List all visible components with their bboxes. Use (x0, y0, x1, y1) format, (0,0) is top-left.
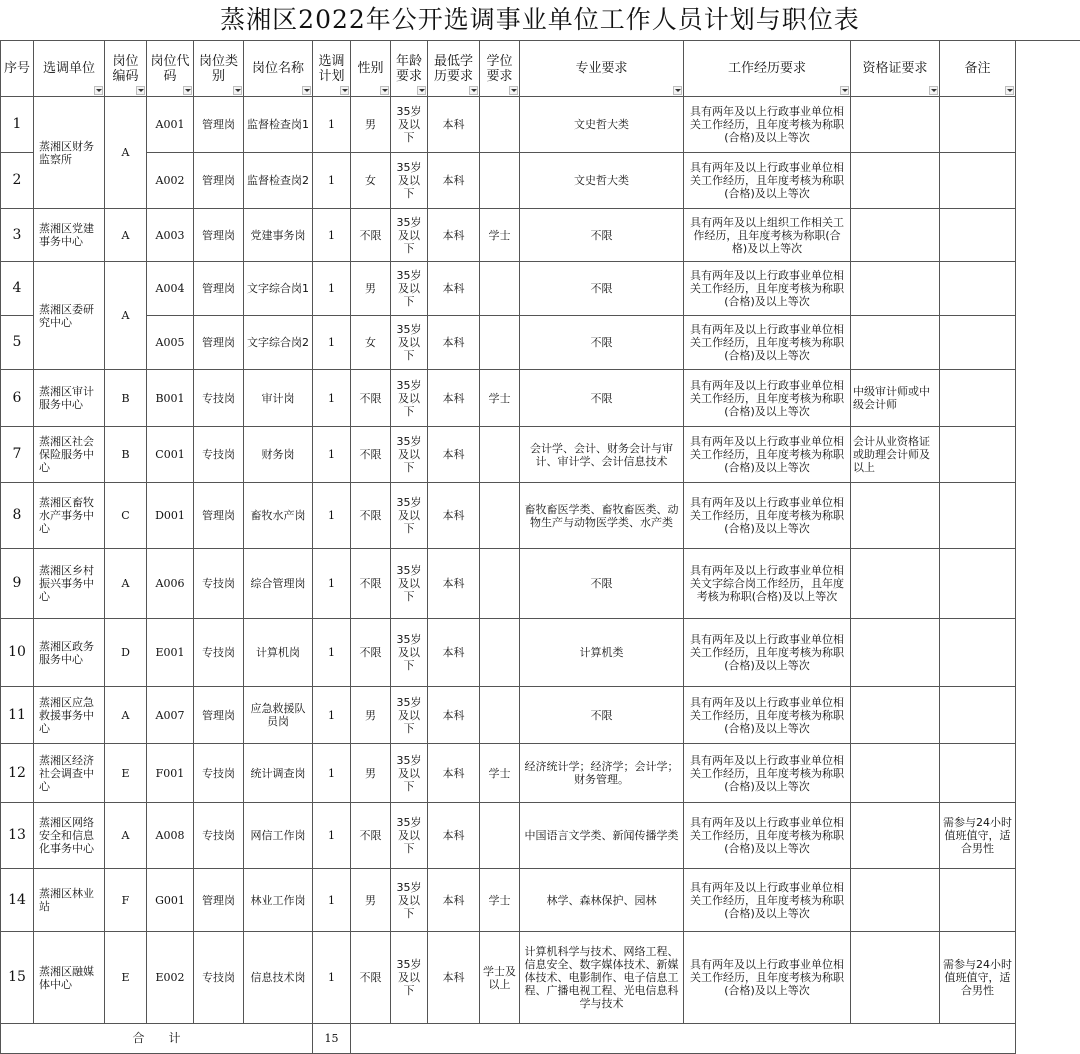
cell-degree: 学士 (480, 869, 520, 932)
filter-dropdown-icon[interactable] (94, 86, 103, 95)
table-row (1, 209, 1016, 262)
cell-major: 不限 (520, 370, 684, 427)
filter-dropdown-icon[interactable] (136, 86, 145, 95)
cell-major: 林学、森林保护、园林 (520, 869, 684, 932)
cell-gender: 不限 (351, 932, 391, 1024)
cell-experience: 具有两年及以上行政事业单位相关工作经历，且年度考核为称职(合格)及以上等次 (684, 619, 851, 687)
cell-post-name: 文字综合岗1 (244, 262, 313, 316)
cell-post-type: 管理岗 (194, 97, 244, 153)
table-row (1, 483, 1016, 549)
total-label: 合 计 (1, 1024, 313, 1054)
cell-gender: 不限 (351, 549, 391, 619)
cell-unit-code: A (105, 209, 147, 262)
header-plan[interactable]: 选调计划 (313, 41, 351, 97)
cell-post-code: A005 (147, 316, 194, 370)
cell-age: 35岁及以下 (391, 803, 428, 869)
cell-plan: 1 (313, 687, 351, 744)
cell-post-type: 管理岗 (194, 262, 244, 316)
cell-certificate (851, 932, 940, 1024)
cell-remark (940, 549, 1016, 619)
cell-plan: 1 (313, 262, 351, 316)
cell-seq: 6 (1, 370, 34, 427)
cell-degree (480, 619, 520, 687)
cell-seq: 8 (1, 483, 34, 549)
cell-experience: 具有两年及以上行政事业单位相关工作经历，且年度考核为称职(合格)及以上等次 (684, 483, 851, 549)
cell-post-code: E001 (147, 619, 194, 687)
filter-dropdown-icon[interactable] (233, 86, 242, 95)
cell-seq: 5 (1, 316, 34, 370)
cell-experience: 具有两年及以上行政事业单位相关工作经历，且年度考核为称职(合格)及以上等次 (684, 262, 851, 316)
table-row (1, 370, 1016, 427)
cell-unit: 蒸湘区乡村振兴事务中心 (34, 549, 105, 619)
cell-seq: 14 (1, 869, 34, 932)
cell-post-name: 信息技术岗 (244, 932, 313, 1024)
cell-post-code: A003 (147, 209, 194, 262)
cell-remark (940, 262, 1016, 316)
cell-education: 本科 (428, 869, 480, 932)
cell-degree: 学士 (480, 209, 520, 262)
filter-dropdown-icon[interactable] (509, 86, 518, 95)
cell-experience: 具有两年及以上行政事业单位相关工作经历，且年度考核为称职(合格)及以上等次 (684, 316, 851, 370)
cell-plan: 1 (313, 97, 351, 153)
cell-certificate: 中级审计师或中级会计师 (851, 370, 940, 427)
filter-dropdown-icon[interactable] (673, 86, 682, 95)
cell-education: 本科 (428, 262, 480, 316)
cell-post-name: 监督检查岗1 (244, 97, 313, 153)
cell-post-code: E002 (147, 932, 194, 1024)
cell-experience: 具有两年及以上行政事业单位相关工作经历，且年度考核为称职(合格)及以上等次 (684, 932, 851, 1024)
cell-education: 本科 (428, 209, 480, 262)
cell-plan: 1 (313, 803, 351, 869)
header-certificate[interactable]: 资格证要求 (851, 41, 940, 97)
cell-post-code: A001 (147, 97, 194, 153)
cell-unit: 蒸湘区网络安全和信息化事务中心 (34, 803, 105, 869)
total-blank (351, 1024, 1016, 1054)
cell-degree: 学士及以上 (480, 932, 520, 1024)
cell-post-type: 专技岗 (194, 932, 244, 1024)
header-row (1, 41, 1016, 97)
cell-seq: 15 (1, 932, 34, 1024)
header-seq: 序号 (1, 41, 34, 97)
cell-unit: 蒸湘区经济社会调查中心 (34, 744, 105, 803)
cell-degree (480, 262, 520, 316)
cell-age: 35岁及以下 (391, 153, 428, 209)
cell-unit: 蒸湘区委研究中心 (34, 262, 105, 370)
cell-post-code: A008 (147, 803, 194, 869)
cell-education: 本科 (428, 97, 480, 153)
cell-unit: 蒸湘区畜牧水产事务中心 (34, 483, 105, 549)
cell-post-type: 专技岗 (194, 370, 244, 427)
cell-remark (940, 483, 1016, 549)
cell-experience: 具有两年及以上行政事业单位相关工作经历，且年度考核为称职(合格)及以上等次 (684, 370, 851, 427)
cell-post-name: 审计岗 (244, 370, 313, 427)
table-row (1, 153, 1016, 209)
cell-certificate (851, 483, 940, 549)
table-row (1, 427, 1016, 483)
table-row (1, 549, 1016, 619)
cell-certificate (851, 803, 940, 869)
cell-unit-code: A (105, 262, 147, 370)
cell-seq: 13 (1, 803, 34, 869)
cell-post-type: 专技岗 (194, 427, 244, 483)
cell-unit: 蒸湘区林业站 (34, 869, 105, 932)
cell-education: 本科 (428, 744, 480, 803)
cell-education: 本科 (428, 427, 480, 483)
cell-age: 35岁及以下 (391, 932, 428, 1024)
cell-experience: 具有两年及以上行政事业单位相关工作经历，且年度考核为称职(合格)及以上等次 (684, 687, 851, 744)
cell-major: 不限 (520, 209, 684, 262)
cell-unit-code: A (105, 803, 147, 869)
cell-unit: 蒸湘区应急救援事务中心 (34, 687, 105, 744)
cell-plan: 1 (313, 744, 351, 803)
cell-gender: 不限 (351, 209, 391, 262)
cell-degree: 学士 (480, 744, 520, 803)
cell-gender: 不限 (351, 803, 391, 869)
filter-dropdown-icon[interactable] (929, 86, 938, 95)
cell-seq: 11 (1, 687, 34, 744)
table-row (1, 316, 1016, 370)
header-degree[interactable]: 学位要求 (480, 41, 520, 97)
cell-post-name: 统计调查岗 (244, 744, 313, 803)
cell-post-name: 财务岗 (244, 427, 313, 483)
cell-degree (480, 483, 520, 549)
table-row (1, 262, 1016, 316)
cell-gender: 女 (351, 153, 391, 209)
cell-unit-code: A (105, 97, 147, 209)
cell-degree (480, 427, 520, 483)
cell-post-name: 林业工作岗 (244, 869, 313, 932)
cell-age: 35岁及以下 (391, 316, 428, 370)
cell-remark (940, 153, 1016, 209)
cell-seq: 3 (1, 209, 34, 262)
cell-remark (940, 209, 1016, 262)
cell-experience: 具有两年及以上行政事业单位相关工作经历，且年度考核为称职(合格)及以上等次 (684, 744, 851, 803)
cell-age: 35岁及以下 (391, 869, 428, 932)
cell-major: 不限 (520, 262, 684, 316)
cell-education: 本科 (428, 370, 480, 427)
cell-remark (940, 869, 1016, 932)
cell-certificate (851, 869, 940, 932)
cell-unit-code: E (105, 744, 147, 803)
cell-remark (940, 687, 1016, 744)
cell-unit: 蒸湘区党建事务中心 (34, 209, 105, 262)
cell-gender: 不限 (351, 619, 391, 687)
cell-age: 35岁及以下 (391, 483, 428, 549)
cell-post-name: 监督检查岗2 (244, 153, 313, 209)
table-row (1, 932, 1016, 1024)
cell-gender: 男 (351, 869, 391, 932)
cell-degree (480, 803, 520, 869)
cell-degree (480, 687, 520, 744)
cell-unit-code: A (105, 549, 147, 619)
cell-unit: 蒸湘区社会保险服务中心 (34, 427, 105, 483)
cell-unit-code: B (105, 427, 147, 483)
cell-degree: 学士 (480, 370, 520, 427)
cell-post-name: 应急救援队员岗 (244, 687, 313, 744)
cell-unit: 蒸湘区政务服务中心 (34, 619, 105, 687)
cell-gender: 女 (351, 316, 391, 370)
cell-major: 不限 (520, 687, 684, 744)
table-row (1, 97, 1016, 153)
cell-gender: 男 (351, 687, 391, 744)
header-age[interactable]: 年龄要求 (391, 41, 428, 97)
cell-certificate (851, 153, 940, 209)
cell-plan: 1 (313, 619, 351, 687)
cell-plan: 1 (313, 932, 351, 1024)
cell-unit-code: F (105, 869, 147, 932)
cell-plan: 1 (313, 370, 351, 427)
position-table (0, 40, 1016, 1054)
header-post-code[interactable]: 岗位代码 (147, 41, 194, 97)
cell-certificate (851, 619, 940, 687)
cell-major: 文史哲大类 (520, 97, 684, 153)
cell-major: 计算机科学与技术、网络工程、信息安全、数字媒体技术、新媒体技术、电影制作、电子信息工程、广播电视工程、光电信息科学与技术 (520, 932, 684, 1024)
cell-seq: 4 (1, 262, 34, 316)
cell-major: 文史哲大类 (520, 153, 684, 209)
header-gender[interactable]: 性别 (351, 41, 391, 97)
cell-remark (940, 427, 1016, 483)
cell-age: 35岁及以下 (391, 619, 428, 687)
cell-major: 经济统计学；经济学；会计学；财务管理。 (520, 744, 684, 803)
cell-gender: 男 (351, 262, 391, 316)
cell-age: 35岁及以下 (391, 262, 428, 316)
cell-unit-code: D (105, 619, 147, 687)
cell-post-type: 管理岗 (194, 316, 244, 370)
header-education[interactable]: 最低学历要求 (428, 41, 480, 97)
cell-seq: 10 (1, 619, 34, 687)
cell-post-type: 管理岗 (194, 209, 244, 262)
cell-certificate (851, 209, 940, 262)
cell-plan: 1 (313, 427, 351, 483)
cell-certificate (851, 97, 940, 153)
cell-plan: 1 (313, 869, 351, 932)
cell-remark (940, 316, 1016, 370)
cell-degree (480, 549, 520, 619)
cell-seq: 12 (1, 744, 34, 803)
cell-gender: 不限 (351, 370, 391, 427)
cell-post-type: 专技岗 (194, 744, 244, 803)
cell-experience: 具有两年及以上组织工作相关工作经历，且年度考核为称职(合格)及以上等次 (684, 209, 851, 262)
filter-dropdown-icon[interactable] (417, 86, 426, 95)
cell-post-code: D001 (147, 483, 194, 549)
filter-dropdown-icon[interactable] (469, 86, 478, 95)
cell-gender: 男 (351, 97, 391, 153)
cell-degree (480, 97, 520, 153)
cell-post-code: B001 (147, 370, 194, 427)
cell-education: 本科 (428, 619, 480, 687)
cell-post-name: 计算机岗 (244, 619, 313, 687)
cell-degree (480, 316, 520, 370)
cell-post-code: F001 (147, 744, 194, 803)
cell-age: 35岁及以下 (391, 549, 428, 619)
cell-unit-code: E (105, 932, 147, 1024)
cell-remark (940, 370, 1016, 427)
cell-post-name: 畜牧水产岗 (244, 483, 313, 549)
cell-gender: 不限 (351, 427, 391, 483)
cell-seq: 7 (1, 427, 34, 483)
cell-education: 本科 (428, 932, 480, 1024)
cell-age: 35岁及以下 (391, 370, 428, 427)
cell-unit: 蒸湘区审计服务中心 (34, 370, 105, 427)
cell-education: 本科 (428, 549, 480, 619)
cell-post-type: 专技岗 (194, 549, 244, 619)
filter-dropdown-icon[interactable] (840, 86, 849, 95)
header-remark[interactable]: 备注 (940, 41, 1016, 97)
cell-age: 35岁及以下 (391, 744, 428, 803)
cell-post-type: 专技岗 (194, 803, 244, 869)
header-unit-code[interactable]: 岗位编码 (105, 41, 147, 97)
cell-major: 畜牧畜医学类、畜牧畜医类、动物生产与动物医学类、水产类 (520, 483, 684, 549)
cell-unit: 蒸湘区融媒体中心 (34, 932, 105, 1024)
cell-gender: 男 (351, 744, 391, 803)
cell-remark (940, 97, 1016, 153)
cell-post-code: G001 (147, 869, 194, 932)
cell-seq: 9 (1, 549, 34, 619)
table-row (1, 619, 1016, 687)
table-row (1, 869, 1016, 932)
cell-degree (480, 153, 520, 209)
cell-post-type: 管理岗 (194, 687, 244, 744)
cell-remark: 需参与24小时值班值守，适合男性 (940, 932, 1016, 1024)
page-title: 蒸湘区2022年公开选调事业单位工作人员计划与职位表 (220, 5, 860, 34)
cell-certificate (851, 316, 940, 370)
cell-experience: 具有两年及以上行政事业单位相关工作经历，且年度考核为称职(合格)及以上等次 (684, 803, 851, 869)
cell-age: 35岁及以下 (391, 97, 428, 153)
total-row (1, 1024, 1016, 1054)
cell-post-code: A002 (147, 153, 194, 209)
cell-post-code: A004 (147, 262, 194, 316)
cell-major: 会计学、会计、财务会计与审计、审计学、会计信息技术 (520, 427, 684, 483)
table-row (1, 803, 1016, 869)
cell-unit-code: A (105, 687, 147, 744)
filter-dropdown-icon[interactable] (302, 86, 311, 95)
cell-post-name: 综合管理岗 (244, 549, 313, 619)
header-post-type[interactable]: 岗位类别 (194, 41, 244, 97)
cell-age: 35岁及以下 (391, 687, 428, 744)
cell-plan: 1 (313, 549, 351, 619)
cell-post-name: 网信工作岗 (244, 803, 313, 869)
cell-age: 35岁及以下 (391, 427, 428, 483)
cell-certificate (851, 744, 940, 803)
table-row (1, 744, 1016, 803)
cell-plan: 1 (313, 153, 351, 209)
table-row (1, 687, 1016, 744)
cell-major: 中国语言文学类、新闻传播学类 (520, 803, 684, 869)
cell-major: 不限 (520, 316, 684, 370)
header-unit[interactable]: 选调单位 (34, 41, 105, 97)
filter-dropdown-icon[interactable] (380, 86, 389, 95)
cell-seq: 1 (1, 97, 34, 153)
filter-dropdown-icon[interactable] (183, 86, 192, 95)
cell-post-code: A006 (147, 549, 194, 619)
cell-experience: 具有两年及以上行政事业单位相关工作经历，且年度考核为称职(合格)及以上等次 (684, 97, 851, 153)
cell-certificate (851, 549, 940, 619)
cell-age: 35岁及以下 (391, 209, 428, 262)
cell-unit: 蒸湘区财务监察所 (34, 97, 105, 209)
cell-education: 本科 (428, 483, 480, 549)
cell-education: 本科 (428, 803, 480, 869)
cell-plan: 1 (313, 483, 351, 549)
cell-experience: 具有两年及以上行政事业单位相关工作经历，且年度考核为称职(合格)及以上等次 (684, 427, 851, 483)
cell-seq: 2 (1, 153, 34, 209)
spreadsheet-margin (1015, 40, 1080, 1053)
cell-experience: 具有两年及以上行政事业单位相关工作经历，且年度考核为称职(合格)及以上等次 (684, 869, 851, 932)
cell-gender: 不限 (351, 483, 391, 549)
cell-certificate (851, 262, 940, 316)
cell-post-type: 专技岗 (194, 619, 244, 687)
cell-major: 计算机类 (520, 619, 684, 687)
cell-unit-code: B (105, 370, 147, 427)
cell-experience: 具有两年及以上行政事业单位相关文字综合岗工作经历，且年度考核为称职(合格)及以上等次 (684, 549, 851, 619)
cell-plan: 1 (313, 209, 351, 262)
cell-post-code: A007 (147, 687, 194, 744)
header-major[interactable]: 专业要求 (520, 41, 684, 97)
cell-post-code: C001 (147, 427, 194, 483)
cell-experience: 具有两年及以上行政事业单位相关工作经历，且年度考核为称职(合格)及以上等次 (684, 153, 851, 209)
filter-dropdown-icon[interactable] (1005, 86, 1014, 95)
cell-post-type: 管理岗 (194, 483, 244, 549)
header-post-name[interactable]: 岗位名称 (244, 41, 313, 97)
cell-post-type: 管理岗 (194, 869, 244, 932)
cell-certificate: 会计从业资格证或助理会计师及以上 (851, 427, 940, 483)
total-value: 15 (313, 1024, 351, 1054)
cell-remark: 需参与24小时值班值守，适合男性 (940, 803, 1016, 869)
cell-education: 本科 (428, 687, 480, 744)
cell-plan: 1 (313, 316, 351, 370)
cell-certificate (851, 687, 940, 744)
cell-post-type: 管理岗 (194, 153, 244, 209)
cell-remark (940, 619, 1016, 687)
cell-unit-code: C (105, 483, 147, 549)
cell-education: 本科 (428, 153, 480, 209)
filter-dropdown-icon[interactable] (340, 86, 349, 95)
cell-remark (940, 744, 1016, 803)
cell-major: 不限 (520, 549, 684, 619)
cell-post-name: 文字综合岗2 (244, 316, 313, 370)
header-experience[interactable]: 工作经历要求 (684, 41, 851, 97)
cell-post-name: 党建事务岗 (244, 209, 313, 262)
cell-education: 本科 (428, 316, 480, 370)
